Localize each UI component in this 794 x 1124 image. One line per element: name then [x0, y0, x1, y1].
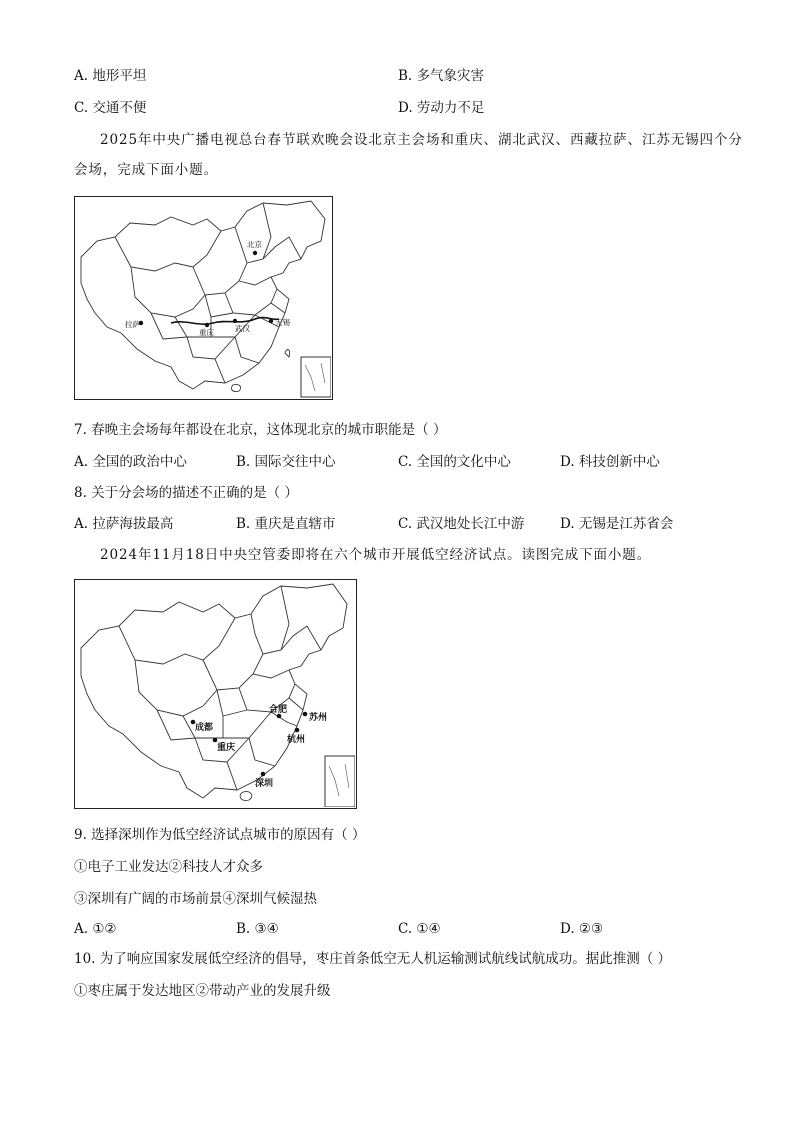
passage2-line1: 2024年11月18日中央空管委即将在六个城市开展低空经济试点。读图完成下面小题。 — [100, 547, 652, 563]
q7-option-c: C. 全国的文化中心 — [398, 454, 511, 470]
wuhan-label: 武汉 — [235, 324, 250, 333]
q9-option-c: C. ①④ — [398, 921, 441, 937]
q7-option-a: A. 全国的政治中心 — [74, 454, 187, 470]
q9-option-b: B. ③④ — [236, 921, 279, 937]
chongqing-marker — [205, 323, 209, 327]
south-china-sea-inset-2 — [325, 756, 355, 807]
q8-option-a: A. 拉萨海拔最高 — [74, 516, 174, 532]
china-map-1-svg — [75, 197, 331, 398]
q6-option-a: A. 地形平坦 — [74, 68, 147, 84]
q6-option-b: B. 多气象灾害 — [398, 68, 485, 84]
china-map-low-altitude-pilots — [74, 579, 357, 809]
hefei-label: 合肥 — [269, 705, 288, 715]
passage1-line1: 2025年中央广播电视总台春节联欢晚会设北京主会场和重庆、湖北武汉、西藏拉萨、江苏无锡四个分 — [100, 132, 743, 148]
china-map-gala-venues — [74, 196, 333, 400]
hangzhou-marker — [295, 728, 300, 733]
lasa-label: 拉萨 — [125, 320, 140, 329]
q9-option-d: D. ②③ — [560, 921, 604, 937]
china-map-2-svg — [75, 580, 355, 807]
q8-option-c: C. 武汉地处长江中游 — [398, 516, 525, 532]
q7-stem: 7. 春晚主会场每年都设在北京，这体现北京的城市职能是（ ） — [74, 422, 447, 438]
q10-statement-1: ①枣庄属于发达地区②带动产业的发展升级 — [74, 983, 331, 999]
q10-stem: 10. 为了响应国家发展低空经济的倡导，枣庄首条低空无人机运输测试航线试航成功。据此推测（ ） — [74, 951, 672, 967]
q9-stem: 9. 选择深圳作为低空经济试点城市的原因有（ ） — [74, 827, 366, 843]
q8-stem: 8. 关于分会场的描述不正确的是（ ） — [74, 485, 298, 501]
q7-option-d: D. 科技创新中心 — [560, 454, 660, 470]
q6-option-d: D. 劳动力不足 — [398, 100, 485, 116]
q8-option-b: B. 重庆是直辖市 — [236, 516, 336, 532]
suzhou-marker — [303, 712, 308, 717]
south-china-sea-inset-1 — [301, 357, 331, 397]
chongqing-label: 重庆 — [199, 328, 214, 337]
chongqing-marker-2 — [213, 738, 218, 743]
wuxi-label: 无锡 — [275, 318, 290, 327]
passage1-line2: 会场，完成下面小题。 — [74, 162, 218, 178]
wuhan-marker — [233, 319, 237, 323]
q7-option-b: B. 国际交往中心 — [236, 454, 336, 470]
q8-option-d: D. 无锡是江苏省会 — [560, 516, 674, 532]
q9-statement-2: ③深圳有广阔的市场前景④深圳气候湿热 — [74, 891, 317, 907]
chongqing-label-2: 重庆 — [217, 743, 236, 753]
q6-option-c: C. 交通不便 — [74, 100, 147, 116]
china-outline-2 — [81, 584, 347, 798]
beijing-marker — [253, 251, 257, 255]
suzhou-label: 苏州 — [309, 713, 328, 723]
wuxi-marker — [269, 319, 273, 323]
hangzhou-label: 杭州 — [287, 735, 306, 745]
china-outline-1 — [81, 201, 325, 389]
beijing-label: 北京 — [247, 240, 262, 249]
shenzhen-marker — [261, 772, 266, 777]
shenzhen-label: 深圳 — [255, 779, 274, 789]
chengdu-label: 成都 — [195, 723, 214, 733]
q9-option-a: A. ①② — [74, 921, 117, 937]
q9-statement-1: ①电子工业发达②科技人才众多 — [74, 859, 263, 875]
